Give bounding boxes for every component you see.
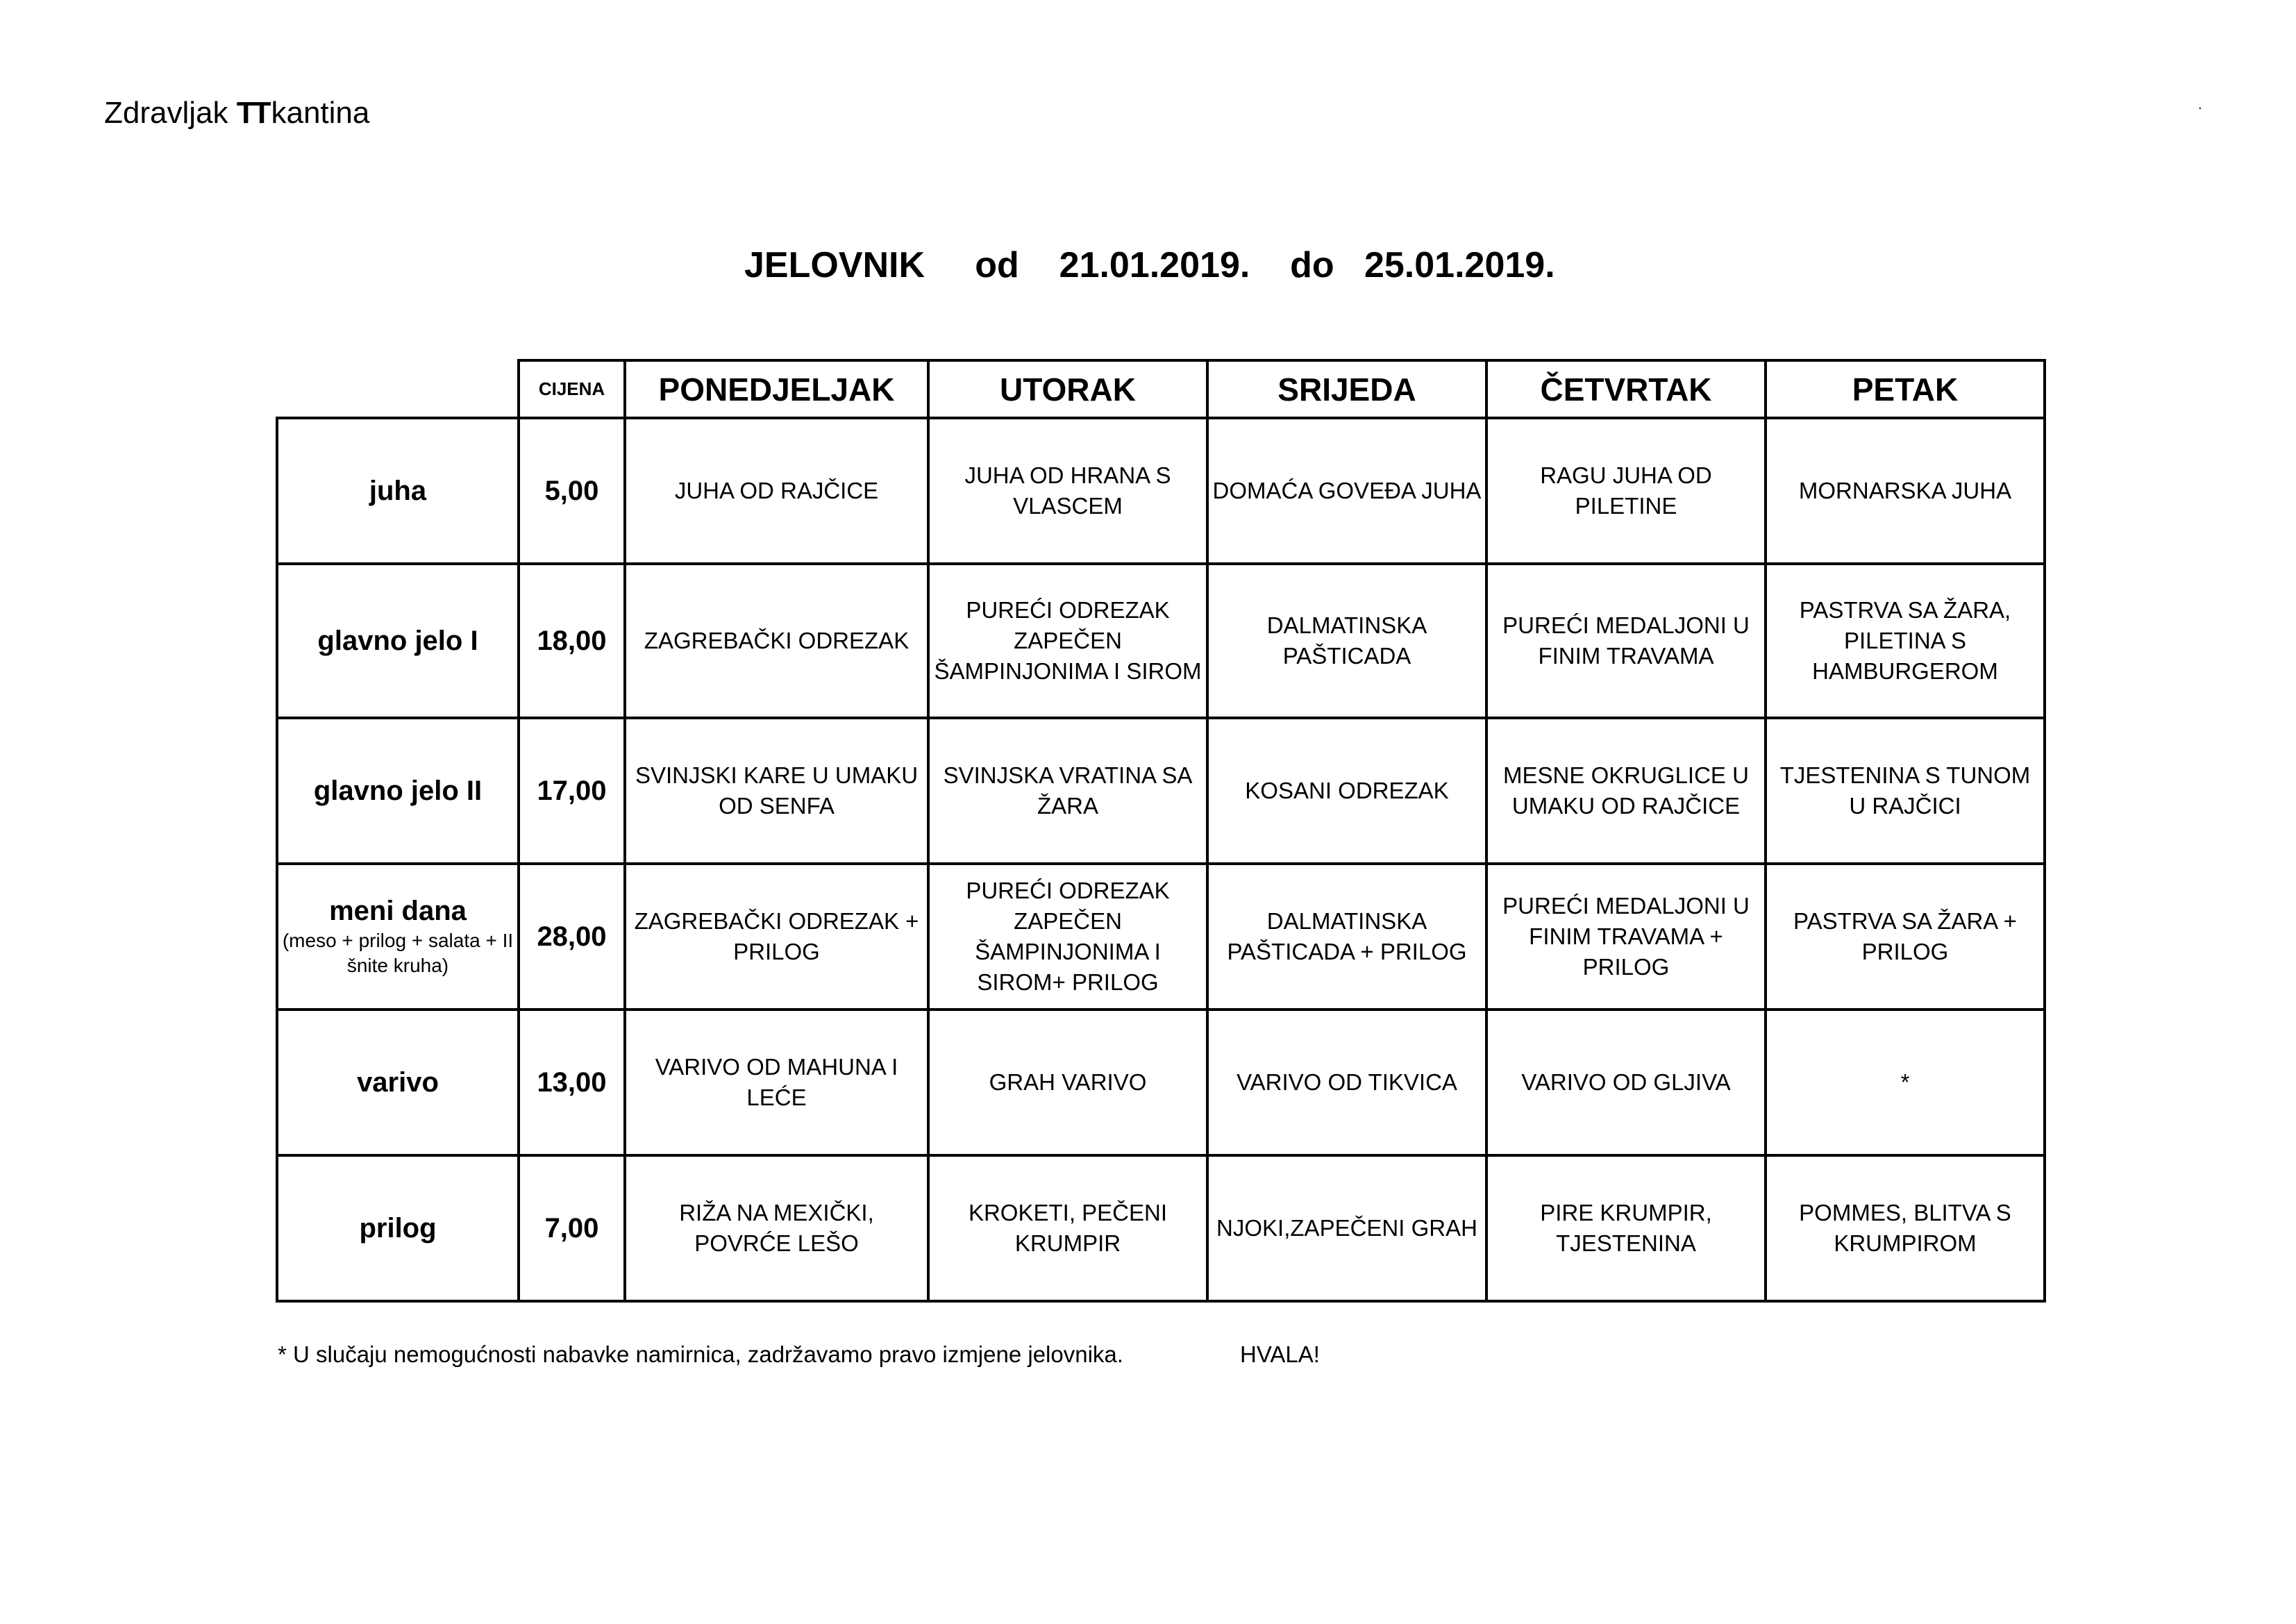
- corner-cell: [277, 360, 519, 418]
- dish-cell: SVINJSKI KARE U UMAKU OD SENFA: [625, 718, 928, 864]
- dish-cell: PIRE KRUMPIR, TJESTENINA: [1486, 1155, 1766, 1301]
- row-label: [277, 864, 519, 1010]
- table-row: [277, 864, 2045, 1010]
- table-row: [277, 718, 2045, 864]
- dish-cell: RAGU JUHA OD PILETINE: [1486, 418, 1766, 564]
- row-label: [277, 718, 519, 864]
- footnote: * U slučaju nemogućnosti nabavke namirnica, zadržavamo pravo izmjene jelovnika.: [278, 1341, 1123, 1367]
- table-row: [277, 418, 2045, 564]
- menu-table: [276, 359, 2046, 1303]
- brand-logo-tt: TT: [236, 96, 269, 130]
- dish-cell: JUHA OD RAJČICE: [625, 418, 928, 564]
- price-cell: 28,00: [519, 864, 625, 1010]
- dish-cell: MESNE OKRUGLICE U UMAKU OD RAJČICE: [1486, 718, 1766, 864]
- dish-cell: TJESTENINA S TUNOM U RAJČICI: [1766, 718, 2045, 864]
- price-cell: 18,00: [519, 564, 625, 718]
- dish-cell: VARIVO OD TIKVICA: [1207, 1010, 1486, 1155]
- day-header-tuesday: UTORAK: [928, 360, 1207, 418]
- dish-cell: GRAH VARIVO: [928, 1010, 1207, 1155]
- row-label: [277, 1010, 519, 1155]
- dish-cell: DALMATINSKA PAŠTICADA: [1207, 564, 1486, 718]
- dish-cell: POMMES, BLITVA S KRUMPIROM: [1766, 1155, 2045, 1301]
- dish-cell: NJOKI,ZAPEČENI GRAH: [1207, 1155, 1486, 1301]
- day-header-thursday: ČETVRTAK: [1486, 360, 1766, 418]
- row-label-text: glavno jelo I: [317, 625, 478, 656]
- price-cell: 5,00: [519, 418, 625, 564]
- table-row: [277, 564, 2045, 718]
- dish-cell: PUREĆI MEDALJONI U FINIM TRAVAMA + PRILOG: [1486, 864, 1766, 1010]
- row-label: [277, 1155, 519, 1301]
- dish-cell: DALMATINSKA PAŠTICADA + PRILOG: [1207, 864, 1486, 1010]
- row-label-text: prilog: [359, 1212, 437, 1244]
- dish-cell: *: [1766, 1010, 2045, 1155]
- brand-prefix: Zdravljak: [104, 96, 237, 130]
- price-cell: 7,00: [519, 1155, 625, 1301]
- dish-cell: MORNARSKA JUHA: [1766, 418, 2045, 564]
- dish-cell: PUREĆI ODREZAK ZAPEČEN ŠAMPINJONIMA I SIROM+ PRILOG: [928, 864, 1207, 1010]
- price-cell: 13,00: [519, 1010, 625, 1155]
- menu-title: JELOVNIK od 21.01.2019. do 25.01.2019.: [744, 245, 1555, 285]
- brand-name: [104, 96, 369, 131]
- dish-cell: JUHA OD HRANA S VLASCEM: [928, 418, 1207, 564]
- row-sublabel: (meso + prilog + salata + II šnite kruha): [282, 929, 514, 976]
- day-header-wednesday: SRIJEDA: [1207, 360, 1486, 418]
- dish-cell: PUREĆI ODREZAK ZAPEČEN ŠAMPINJONIMA I SIROM: [928, 564, 1207, 718]
- row-label: [277, 564, 519, 718]
- thanks-text: HVALA!: [1240, 1341, 1320, 1367]
- dish-cell: PUREĆI MEDALJONI U FINIM TRAVAMA: [1486, 564, 1766, 718]
- dish-cell: PASTRVA SA ŽARA + PRILOG: [1766, 864, 2045, 1010]
- table-row: [277, 1155, 2045, 1301]
- table-row: [277, 1010, 2045, 1155]
- row-label-text: varivo: [357, 1066, 439, 1098]
- row-label: [277, 418, 519, 564]
- dish-cell: KOSANI ODREZAK: [1207, 718, 1486, 864]
- dish-cell: DOMAĆA GOVEĐA JUHA: [1207, 418, 1486, 564]
- dish-cell: RIŽA NA MEXIČKI, POVRĆE LEŠO: [625, 1155, 928, 1301]
- dish-cell: SVINJSKA VRATINA SA ŽARA: [928, 718, 1207, 864]
- dish-cell: ZAGREBAČKI ODREZAK + PRILOG: [625, 864, 928, 1010]
- dish-cell: ZAGREBAČKI ODREZAK: [625, 564, 928, 718]
- row-label-text: glavno jelo II: [313, 775, 483, 806]
- dish-cell: KROKETI, PEČENI KRUMPIR: [928, 1155, 1207, 1301]
- header-row: [277, 360, 2045, 418]
- brand-suffix: kantina: [271, 96, 370, 130]
- dish-cell: VARIVO OD GLJIVA: [1486, 1010, 1766, 1155]
- price-cell: 17,00: [519, 718, 625, 864]
- row-label-text: juha: [369, 475, 427, 506]
- dish-cell: PASTRVA SA ŽARA, PILETINA S HAMBURGEROM: [1766, 564, 2045, 718]
- price-column-header: CIJENA: [519, 360, 625, 418]
- dish-cell: VARIVO OD MAHUNA I LEĆE: [625, 1010, 928, 1155]
- corner-mark: .: [2198, 97, 2202, 112]
- day-header-monday: PONEDJELJAK: [625, 360, 928, 418]
- row-label-text: meni dana: [329, 895, 467, 926]
- day-header-friday: PETAK: [1766, 360, 2045, 418]
